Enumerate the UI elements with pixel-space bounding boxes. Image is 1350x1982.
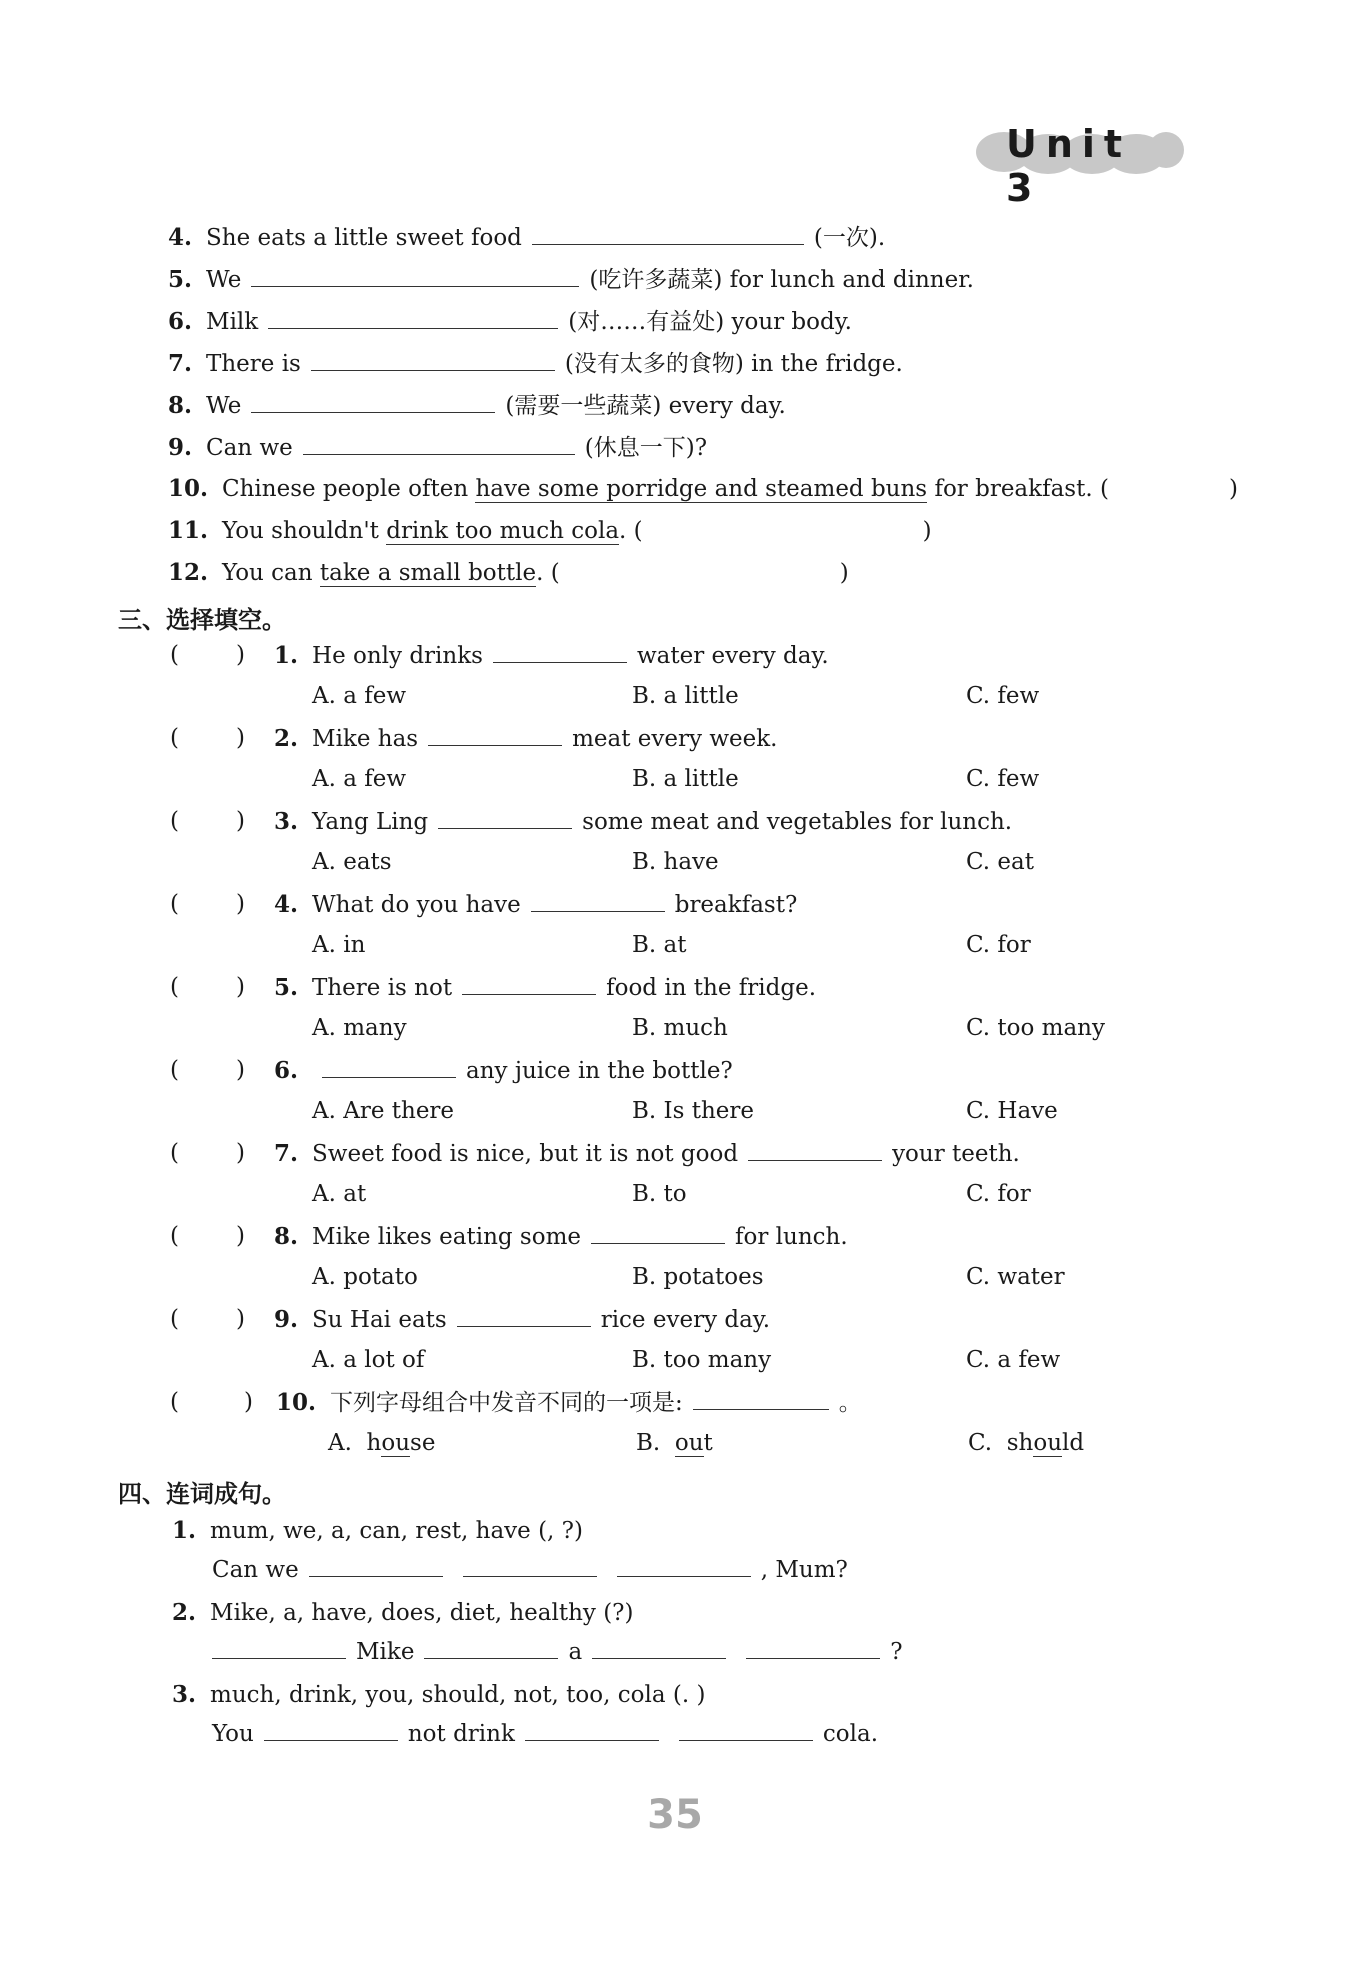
answer-blank[interactable] <box>438 806 572 829</box>
answer-blank[interactable] <box>264 1718 398 1741</box>
answer-paren-open: ( <box>170 725 179 751</box>
answer-blank[interactable] <box>268 306 558 329</box>
question-stem-9: 9. Su Hai eats rice every day. <box>274 1306 771 1333</box>
question-stem-7: 7. Sweet food is nice, but it is not good your teeth. <box>274 1140 1020 1167</box>
answer-blank[interactable] <box>591 1221 725 1244</box>
answer-blank[interactable] <box>212 1636 346 1659</box>
option-c-10[interactable]: C. should <box>968 1430 1085 1456</box>
option-a-4[interactable]: A. in <box>312 932 366 958</box>
answer-box[interactable] <box>184 642 234 670</box>
question-stem-6: 6. any juice in the bottle? <box>274 1057 733 1084</box>
answer-box[interactable] <box>184 974 234 1002</box>
answer-box[interactable] <box>184 808 234 836</box>
answer-paren-open: ( <box>170 1140 179 1166</box>
option-b-8[interactable]: B. potatoes <box>632 1264 764 1290</box>
reorder-answer-2: Mike a ? <box>202 1636 903 1667</box>
answer-blank[interactable] <box>532 222 804 245</box>
question-stem-8: 8. Mike likes eating some for lunch. <box>274 1223 848 1250</box>
answer-box[interactable] <box>184 1389 234 1417</box>
fill-item-8: 8. We (需要一些蔬菜) every day. <box>168 392 786 419</box>
answer-paren-close: ) <box>236 725 245 751</box>
option-b-4[interactable]: B. at <box>632 932 687 958</box>
section-4-title: 四、连词成句。 <box>118 1480 286 1508</box>
answer-blank[interactable] <box>679 1718 813 1741</box>
option-b-10[interactable]: B. out <box>636 1430 713 1456</box>
answer-blank[interactable] <box>746 1636 880 1659</box>
fill-item-10: 10. Chinese people often have some porridge and steamed buns for breakfast. ( ) <box>168 475 1238 502</box>
answer-blank[interactable] <box>309 1554 443 1577</box>
answer-blank[interactable] <box>428 723 562 746</box>
answer-box[interactable] <box>184 891 234 919</box>
answer-blank[interactable] <box>748 1138 882 1161</box>
reorder-item-1: 1. mum, we, a, can, rest, have (, ?) <box>172 1517 583 1544</box>
unit-badge <box>972 118 1184 210</box>
option-c-9[interactable]: C. a few <box>966 1347 1061 1373</box>
answer-box[interactable] <box>184 1306 234 1334</box>
answer-paren-open: ( <box>170 1306 179 1332</box>
answer-blank[interactable] <box>311 348 555 371</box>
reorder-item-2: 2. Mike, a, have, does, diet, healthy (?) <box>172 1599 634 1626</box>
answer-paren-open: ( <box>170 808 179 834</box>
answer-paren-open: ( <box>170 1389 179 1415</box>
option-b-1[interactable]: B. a little <box>632 683 739 709</box>
answer-blank[interactable] <box>251 264 579 287</box>
option-b-3[interactable]: B. have <box>632 849 719 875</box>
option-c-3[interactable]: C. eat <box>966 849 1034 875</box>
answer-blank[interactable] <box>592 1636 726 1659</box>
answer-blank[interactable] <box>617 1554 751 1577</box>
question-stem-10: 10. 下列字母组合中发音不同的一项是: 。 <box>276 1389 862 1416</box>
page-number: 35 <box>647 1792 703 1838</box>
answer-blank[interactable] <box>303 432 575 455</box>
answer-paren-open: ( <box>170 1057 179 1083</box>
option-c-5[interactable]: C. too many <box>966 1015 1105 1041</box>
option-b-9[interactable]: B. too many <box>632 1347 772 1373</box>
option-a-3[interactable]: A. eats <box>312 849 392 875</box>
answer-paren-close: ) <box>236 1223 245 1249</box>
answer-paren-close: ) <box>236 891 245 917</box>
question-stem-4: 4. What do you have breakfast? <box>274 891 798 918</box>
option-a-8[interactable]: A. potato <box>312 1264 418 1290</box>
reorder-answer-1: Can we , Mum? <box>212 1554 848 1585</box>
option-c-6[interactable]: C. Have <box>966 1098 1058 1124</box>
section-3-title: 三、选择填空。 <box>118 606 286 634</box>
answer-paren-open: ( <box>170 891 179 917</box>
fill-item-5: 5. We (吃许多蔬菜) for lunch and dinner. <box>168 266 974 293</box>
answer-blank[interactable] <box>693 1387 829 1410</box>
answer-paren-close: ) <box>236 642 245 668</box>
option-b-5[interactable]: B. much <box>632 1015 728 1041</box>
answer-blank[interactable] <box>251 390 495 413</box>
option-c-4[interactable]: C. for <box>966 932 1031 958</box>
question-stem-1: 1. He only drinks water every day. <box>274 642 829 669</box>
fill-item-4: 4. She eats a little sweet food (一次). <box>168 224 886 251</box>
question-stem-3: 3. Yang Ling some meat and vegetables for lunch. <box>274 808 1013 835</box>
option-c-1[interactable]: C. few <box>966 683 1040 709</box>
answer-paren-open: ( <box>170 642 179 668</box>
answer-paren-open: ( <box>170 1223 179 1249</box>
answer-paren-close: ) <box>244 1389 253 1415</box>
reorder-item-3: 3. much, drink, you, should, not, too, cola (. ) <box>172 1681 706 1708</box>
answer-paren-close: ) <box>236 808 245 834</box>
answer-blank[interactable] <box>531 889 665 912</box>
answer-paren-open: ( <box>170 974 179 1000</box>
option-a-9[interactable]: A. a lot of <box>312 1347 425 1373</box>
option-b-6[interactable]: B. Is there <box>632 1098 754 1124</box>
option-a-2[interactable]: A. a few <box>312 766 407 792</box>
fill-item-12: 12. You can take a small bottle. ( ) <box>168 559 849 586</box>
answer-box[interactable] <box>184 1223 234 1251</box>
answer-paren-close: ) <box>236 974 245 1000</box>
reorder-answer-3: You not drink cola. <box>212 1718 878 1749</box>
question-stem-2: 2. Mike has meat every week. <box>274 725 778 752</box>
answer-paren-close: ) <box>236 1306 245 1332</box>
option-c-2[interactable]: C. few <box>966 766 1040 792</box>
option-c-8[interactable]: C. water <box>966 1264 1065 1290</box>
fill-item-11: 11. You shouldn't drink too much cola. ( ) <box>168 517 932 544</box>
option-b-2[interactable]: B. a little <box>632 766 739 792</box>
option-a-10[interactable]: A. house <box>328 1430 436 1456</box>
unit-title: Unit 3 <box>1006 122 1132 210</box>
answer-blank[interactable] <box>424 1636 558 1659</box>
option-b-7[interactable]: B. to <box>632 1181 687 1207</box>
answer-blank[interactable] <box>463 1554 597 1577</box>
answer-blank[interactable] <box>525 1718 659 1741</box>
answer-paren-close: ) <box>236 1140 245 1166</box>
option-a-5[interactable]: A. many <box>312 1015 407 1041</box>
option-a-7[interactable]: A. at <box>312 1181 367 1207</box>
fill-item-6: 6. Milk (对……有益处) your body. <box>168 308 852 335</box>
answer-blank[interactable] <box>322 1055 456 1078</box>
answer-box[interactable] <box>184 1140 234 1168</box>
answer-box[interactable] <box>184 1057 234 1085</box>
answer-blank[interactable] <box>457 1304 591 1327</box>
answer-blank[interactable] <box>462 972 596 995</box>
answer-box[interactable] <box>184 725 234 753</box>
option-c-7[interactable]: C. for <box>966 1181 1031 1207</box>
answer-blank[interactable] <box>493 640 627 663</box>
fill-item-9: 9. Can we (休息一下)? <box>168 434 708 461</box>
option-a-6[interactable]: A. Are there <box>312 1098 455 1124</box>
answer-paren-close: ) <box>236 1057 245 1083</box>
question-stem-5: 5. There is not food in the fridge. <box>274 974 817 1001</box>
fill-item-7: 7. There is (没有太多的食物) in the fridge. <box>168 350 903 377</box>
option-a-1[interactable]: A. a few <box>312 683 407 709</box>
